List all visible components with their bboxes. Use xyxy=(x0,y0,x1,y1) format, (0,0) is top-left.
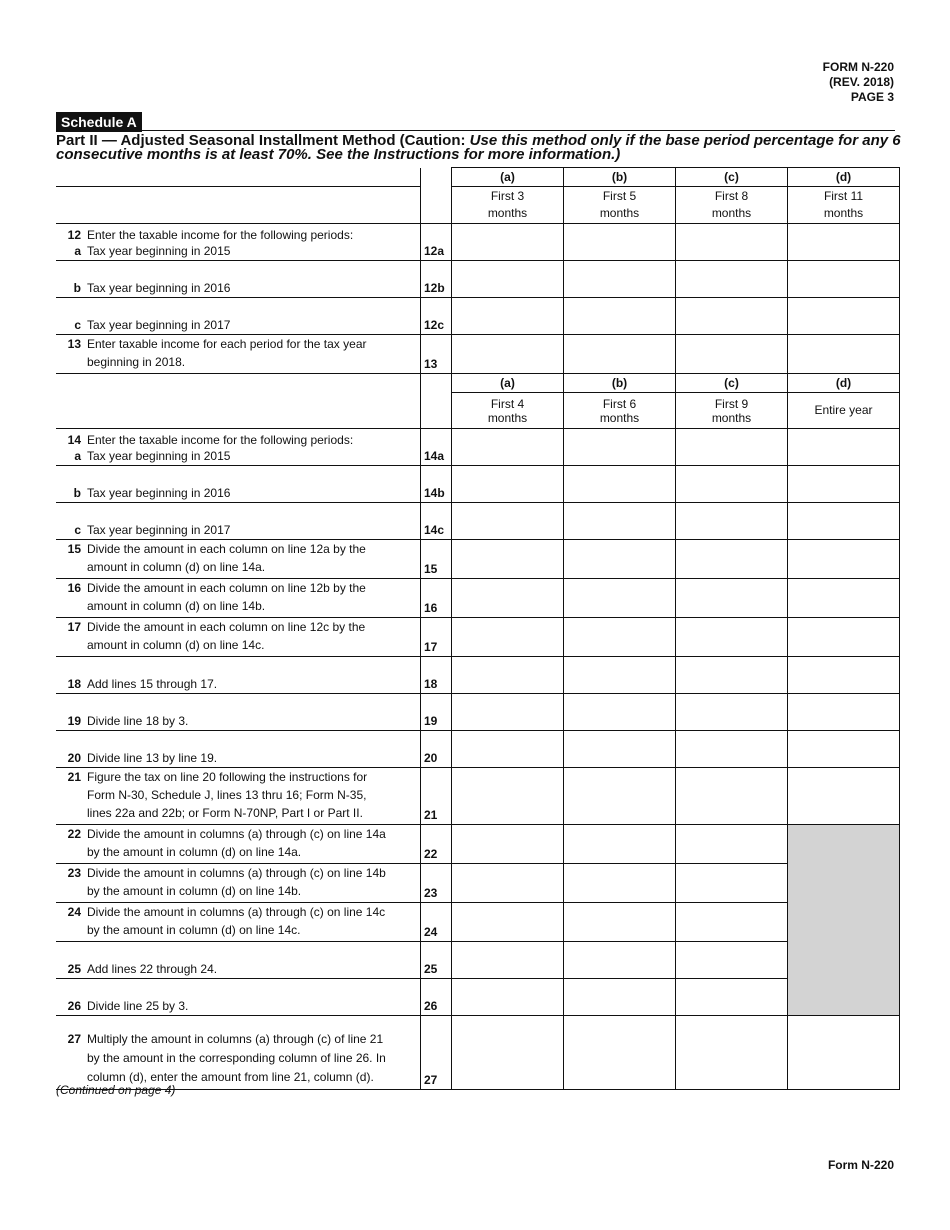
line-number: 17 xyxy=(421,618,452,657)
line-number: 12c xyxy=(421,298,452,335)
input-25-c[interactable] xyxy=(676,942,788,979)
input-17-c[interactable] xyxy=(676,618,788,657)
input-12b-a[interactable] xyxy=(452,261,564,298)
col-c-header: (c) xyxy=(676,168,788,187)
input-26-c[interactable] xyxy=(676,979,788,1016)
line-16-row: 16 Divide the amount in each column on line 12b by the amount in column (d) on line 14b. 16 xyxy=(56,579,900,618)
line-number: 24 xyxy=(421,903,452,942)
input-19-c[interactable] xyxy=(676,694,788,731)
input-21-a[interactable] xyxy=(452,768,564,825)
input-13-c[interactable] xyxy=(676,335,788,374)
line-number: 26 xyxy=(421,979,452,1016)
input-16-c[interactable] xyxy=(676,579,788,618)
input-27-b[interactable] xyxy=(564,1016,676,1090)
input-18-a[interactable] xyxy=(452,657,564,694)
footer-form-name: Form N-220 xyxy=(827,1158,894,1172)
line-number: 18 xyxy=(421,657,452,694)
shaded-cell xyxy=(788,903,900,942)
input-12c-b[interactable] xyxy=(564,298,676,335)
col-b-period: First 5 months xyxy=(564,187,676,224)
input-14b-c[interactable] xyxy=(676,466,788,503)
divider xyxy=(56,130,895,131)
part-title xyxy=(56,134,901,162)
shaded-cell xyxy=(788,864,900,903)
col-a-period: First 4 months xyxy=(452,393,564,429)
line-number: 14c xyxy=(421,503,452,540)
line-number: 25 xyxy=(421,942,452,979)
line-number: 21 xyxy=(421,768,452,825)
part-title-bold: Part II — Adjusted Seasonal Installment Method (Caution: xyxy=(56,132,470,149)
input-15-a[interactable] xyxy=(452,540,564,579)
input-20-d[interactable] xyxy=(788,731,900,768)
shaded-cell xyxy=(788,942,900,979)
input-27-d[interactable] xyxy=(788,1016,900,1090)
schedule-label: Schedule A xyxy=(56,112,142,132)
col-d-header: (d) xyxy=(788,374,900,393)
line-21-row: 21 Figure the tax on line 20 following the instructions for Form N-30, Schedule J, lines 13 thru 16; Form N-35, lines 22a and 22b; or Form N-70NP, Part I or Part II. 21 xyxy=(56,768,900,825)
shaded-cell xyxy=(788,825,900,864)
input-14a-b[interactable] xyxy=(564,429,676,466)
input-18-b[interactable] xyxy=(564,657,676,694)
line-number: 13 xyxy=(421,335,452,374)
col-a-header: (a) xyxy=(452,168,564,187)
input-27-c[interactable] xyxy=(676,1016,788,1090)
input-25-a[interactable] xyxy=(452,942,564,979)
input-23-b[interactable] xyxy=(564,864,676,903)
form-number: FORM N-220 xyxy=(822,60,894,74)
input-24-c[interactable] xyxy=(676,903,788,942)
input-12a-c[interactable] xyxy=(676,224,788,261)
input-15-b[interactable] xyxy=(564,540,676,579)
input-23-a[interactable] xyxy=(452,864,564,903)
line-12b-row: b Tax year beginning in 2016 12b xyxy=(56,261,900,298)
input-21-b[interactable] xyxy=(564,768,676,825)
input-19-d[interactable] xyxy=(788,694,900,731)
line-18-row: 18 Add lines 15 through 17. 18 xyxy=(56,657,900,694)
input-22-c[interactable] xyxy=(676,825,788,864)
input-15-d[interactable] xyxy=(788,540,900,579)
input-21-c[interactable] xyxy=(676,768,788,825)
line-14a-row: 14 Enter the taxable income for the following periods: a Tax year beginning in 2015 14a xyxy=(56,429,900,466)
line-number: 23 xyxy=(421,864,452,903)
line-number: 22 xyxy=(421,825,452,864)
col-c-period: First 9 months xyxy=(676,393,788,429)
line-14b-row: b Tax year beginning in 2016 14b xyxy=(56,466,900,503)
input-12c-c[interactable] xyxy=(676,298,788,335)
input-26-b[interactable] xyxy=(564,979,676,1016)
input-19-a[interactable] xyxy=(452,694,564,731)
input-18-c[interactable] xyxy=(676,657,788,694)
col-b-header: (b) xyxy=(564,374,676,393)
input-12a-b[interactable] xyxy=(564,224,676,261)
line-12a-row: 12 Enter the taxable income for the following periods: a Tax year beginning in 2015 12a xyxy=(56,224,900,261)
col-c-header: (c) xyxy=(676,374,788,393)
input-13-b[interactable] xyxy=(564,335,676,374)
input-14a-a[interactable] xyxy=(452,429,564,466)
input-14b-d[interactable] xyxy=(788,466,900,503)
part-title-caution: Use this method only if the base period percentage for any 6 consecutive months is at least 70%. See the Instructions for more information.) xyxy=(56,132,901,163)
col-d-period: First 11 months xyxy=(788,187,900,224)
shaded-cell xyxy=(788,979,900,1016)
input-12c-d[interactable] xyxy=(788,298,900,335)
input-17-b[interactable] xyxy=(564,618,676,657)
line-26-row: 26 Divide line 25 by 3. 26 xyxy=(56,979,900,1016)
input-21-d[interactable] xyxy=(788,768,900,825)
line-24-row: 24 Divide the amount in columns (a) through (c) on line 14c by the amount in column (d) on line 14c. 24 xyxy=(56,903,900,942)
line-15-row: 15 Divide the amount in each column on line 12a by the amount in column (d) on line 14a. 15 xyxy=(56,540,900,579)
input-20-b[interactable] xyxy=(564,731,676,768)
input-14a-c[interactable] xyxy=(676,429,788,466)
form-header xyxy=(823,60,894,105)
line-27-row: 27 Multiply the amount in columns (a) through (c) of line 21 by the amount in the corresponding column of line 26. In column (d), enter the amount from line 21, column (d). 27 xyxy=(56,1016,900,1090)
line-number: 20 xyxy=(421,731,452,768)
input-14c-c[interactable] xyxy=(676,503,788,540)
line-22-row: 22 Divide the amount in columns (a) through (c) on line 14a by the amount in column (d) on line 14a. 22 xyxy=(56,825,900,864)
line-20-row: 20 Divide line 13 by line 19. 20 xyxy=(56,731,900,768)
col-c-period: First 8 months xyxy=(676,187,788,224)
schedule-a-table xyxy=(56,167,900,1090)
line-23-row: 23 Divide the amount in columns (a) through (c) on line 14b by the amount in column (d) on line 14b. 23 xyxy=(56,864,900,903)
input-16-a[interactable] xyxy=(452,579,564,618)
line-17-row: 17 Divide the amount in each column on line 12c by the amount in column (d) on line 14c. 17 xyxy=(56,618,900,657)
input-26-a[interactable] xyxy=(452,979,564,1016)
input-27-a[interactable] xyxy=(452,1016,564,1090)
col-b-period: First 6 months xyxy=(564,393,676,429)
input-16-b[interactable] xyxy=(564,579,676,618)
input-25-b[interactable] xyxy=(564,942,676,979)
line-number: 14a xyxy=(421,429,452,466)
input-22-b[interactable] xyxy=(564,825,676,864)
line-number: 19 xyxy=(421,694,452,731)
line-number: 15 xyxy=(421,540,452,579)
input-19-b[interactable] xyxy=(564,694,676,731)
input-14c-b[interactable] xyxy=(564,503,676,540)
input-12b-c[interactable] xyxy=(676,261,788,298)
input-13-d[interactable] xyxy=(788,335,900,374)
input-13-a[interactable] xyxy=(452,335,564,374)
col-a-period: First 3 months xyxy=(452,187,564,224)
col-d-header: (d) xyxy=(788,168,900,187)
input-14c-d[interactable] xyxy=(788,503,900,540)
page-number: PAGE 3 xyxy=(850,90,894,104)
input-14c-a[interactable] xyxy=(452,503,564,540)
input-16-d[interactable] xyxy=(788,579,900,618)
form-revision: (REV. 2018) xyxy=(829,75,894,89)
continued-note: (Continued on page 4) xyxy=(56,1083,176,1097)
input-24-a[interactable] xyxy=(452,903,564,942)
line-14c-row: c Tax year beginning in 2017 14c xyxy=(56,503,900,540)
input-14b-a[interactable] xyxy=(452,466,564,503)
input-12a-d[interactable] xyxy=(788,224,900,261)
col-d-period: Entire year xyxy=(788,393,900,429)
input-17-d[interactable] xyxy=(788,618,900,657)
input-12a-a[interactable] xyxy=(452,224,564,261)
col-b-header: (b) xyxy=(564,168,676,187)
input-23-c[interactable] xyxy=(676,864,788,903)
input-17-a[interactable] xyxy=(452,618,564,657)
line-number: 16 xyxy=(421,579,452,618)
line-number: 14b xyxy=(421,466,452,503)
input-12b-d[interactable] xyxy=(788,261,900,298)
input-14b-b[interactable] xyxy=(564,466,676,503)
line-13-row: 13 Enter taxable income for each period for the tax year beginning in 2018. 13 xyxy=(56,335,900,374)
line-25-row: 25 Add lines 22 through 24. 25 xyxy=(56,942,900,979)
line-19-row: 19 Divide line 18 by 3. 19 xyxy=(56,694,900,731)
input-12c-a[interactable] xyxy=(452,298,564,335)
input-20-a[interactable] xyxy=(452,731,564,768)
line-number: 12a xyxy=(421,224,452,261)
line-number: 27 xyxy=(421,1016,452,1090)
input-22-a[interactable] xyxy=(452,825,564,864)
input-20-c[interactable] xyxy=(676,731,788,768)
line-12c-row: c Tax year beginning in 2017 12c xyxy=(56,298,900,335)
input-12b-b[interactable] xyxy=(564,261,676,298)
input-14a-d[interactable] xyxy=(788,429,900,466)
col-a-header: (a) xyxy=(452,374,564,393)
input-15-c[interactable] xyxy=(676,540,788,579)
input-24-b[interactable] xyxy=(564,903,676,942)
line-number: 12b xyxy=(421,261,452,298)
input-18-d[interactable] xyxy=(788,657,900,694)
